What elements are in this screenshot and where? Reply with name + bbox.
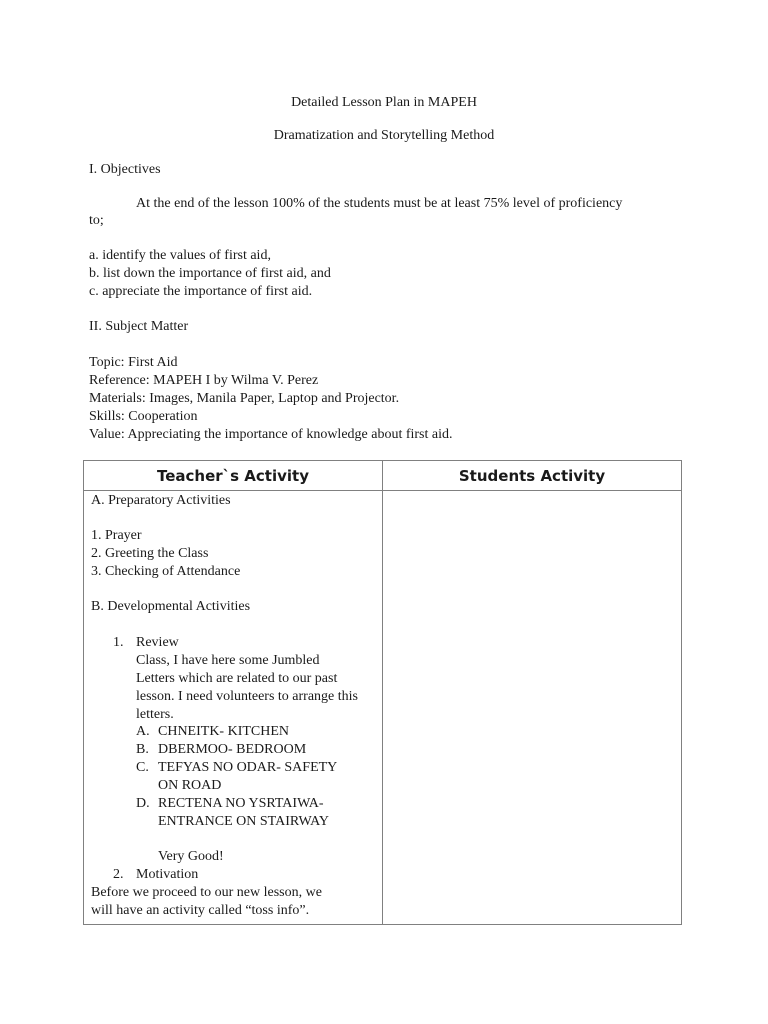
review-text-line: Class, I have here some Jumbled — [136, 653, 320, 668]
objectives-heading: I. Objectives — [89, 162, 161, 177]
students-activity-cell — [383, 491, 682, 925]
objectives-intro-line1: At the end of the lesson 100% of the students must be at least 75% level of proficiency — [136, 196, 623, 211]
jumbled-letter: A. — [136, 724, 150, 739]
subject-matter-heading: II. Subject Matter — [89, 319, 189, 334]
motivation-number: 2. — [113, 867, 124, 882]
motivation-title: Motivation — [136, 867, 199, 882]
objective-item: a. identify the values of first aid, — [89, 248, 271, 263]
subject-matter-line: Reference: MAPEH I by Wilma V. Perez — [89, 373, 319, 388]
subject-matter-line: Topic: First Aid — [89, 355, 178, 370]
document-title: Detailed Lesson Plan in MAPEH — [291, 95, 477, 110]
students-activity-header: Students Activity — [383, 461, 682, 491]
jumbled-word: TEFYAS NO ODAR- SAFETY — [158, 760, 338, 775]
subject-matter-line: Materials: Images, Manila Paper, Laptop and Projector. — [89, 391, 400, 406]
jumbled-letter: D. — [136, 796, 150, 811]
activity-table — [83, 460, 682, 925]
review-text-line: letters. — [136, 707, 174, 722]
review-text-line: Letters which are related to our past — [136, 671, 338, 686]
developmental-heading: B. Developmental Activities — [91, 599, 251, 614]
motivation-text-line: Before we proceed to our new lesson, we — [91, 885, 322, 900]
subject-matter-line: Skills: Cooperation — [89, 409, 198, 424]
jumbled-word: CHNEITK- KITCHEN — [158, 724, 290, 739]
review-number: 1. — [113, 635, 124, 650]
objective-item: c. appreciate the importance of first aid. — [89, 284, 313, 299]
jumbled-letter: B. — [136, 742, 149, 757]
motivation-text-line: will have an activity called “toss info”. — [91, 903, 310, 918]
preparatory-item: 2. Greeting the Class — [91, 546, 209, 561]
jumbled-letter: C. — [136, 760, 149, 775]
jumbled-word: RECTENA NO YSRTAIWA- — [158, 796, 324, 811]
objective-item: b. list down the importance of first aid, and — [89, 266, 331, 281]
preparatory-heading: A. Preparatory Activities — [91, 493, 231, 508]
review-title: Review — [136, 635, 179, 650]
subject-matter-line: Value: Appreciating the importance of knowledge about first aid. — [89, 427, 453, 442]
jumbled-word: DBERMOO- BEDROOM — [158, 742, 307, 757]
preparatory-item: 3. Checking of Attendance — [91, 564, 241, 579]
review-text-line: lesson. I need volunteers to arrange this — [136, 689, 358, 704]
teacher-activity-cell — [84, 491, 383, 925]
teacher-activity-header: Teacher`s Activity — [84, 461, 383, 491]
objectives-intro-line2: to; — [89, 213, 104, 228]
document-subtitle: Dramatization and Storytelling Method — [273, 128, 495, 143]
preparatory-item: 1. Prayer — [91, 528, 142, 543]
jumbled-word: ENTRANCE ON STAIRWAY — [158, 814, 330, 829]
jumbled-word: ON ROAD — [158, 778, 222, 793]
praise-text: Very Good! — [158, 849, 224, 864]
